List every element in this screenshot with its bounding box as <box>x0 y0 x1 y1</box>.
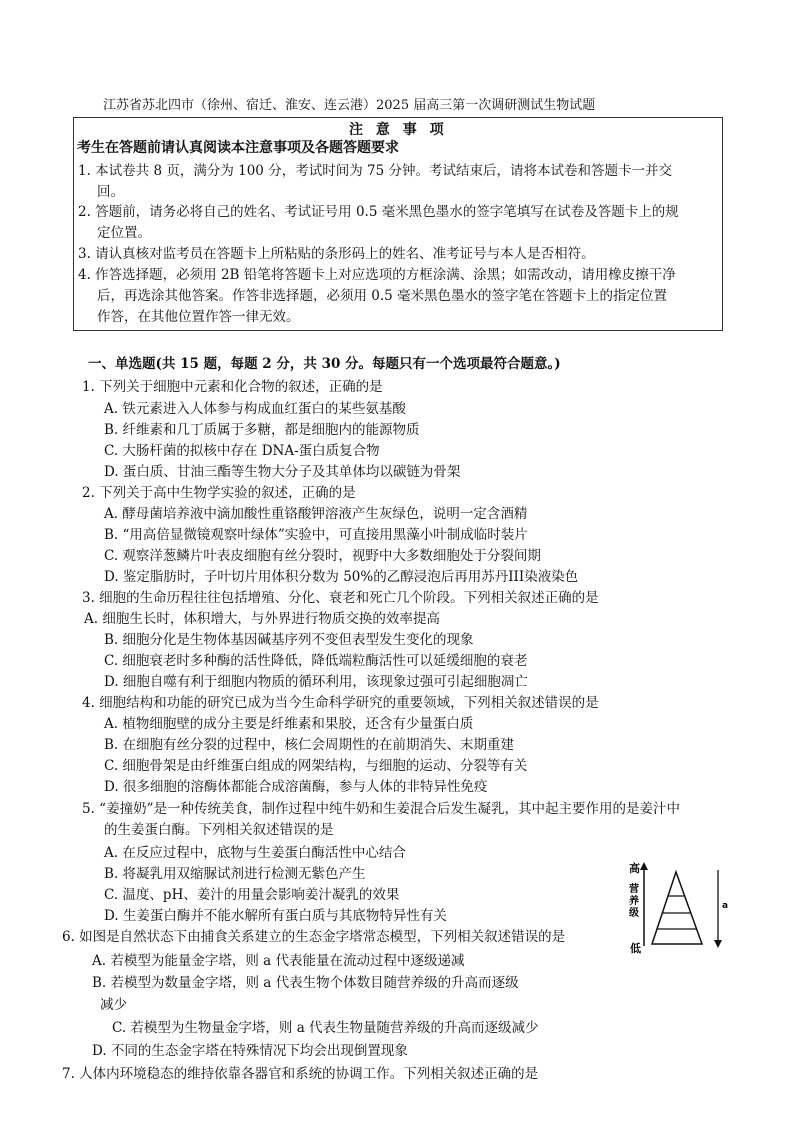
question-option: B. 纤维素和几丁质属于多糖，都是细胞内的能源物质 <box>104 422 420 438</box>
notice-subheading: 考生在答题前请认真阅读本注意事项及各题答题要求 <box>77 140 399 156</box>
notice-item-1-cont: 回。 <box>97 184 124 200</box>
ecological-pyramid-diagram <box>618 858 738 958</box>
label-a: a <box>722 901 729 911</box>
label-axis-2: 养 <box>629 896 639 907</box>
arrow-down-icon <box>714 940 722 948</box>
question-stem: 1. 下列关于细胞中元素和化合物的叙述，正确的是 <box>82 379 383 395</box>
label-high: 高 <box>629 862 640 875</box>
notice-item-2: 2. 答题前，请务必将自己的姓名、考试证号用 0.5 毫米黑色墨水的签字笔填写在试卷及答题卡上的规 <box>78 204 679 220</box>
question-option: B. “用高倍显微镜观察叶绿体”实验中，可直接用黑藻小叶制成临时装片 <box>104 527 528 543</box>
question-option: A. 酵母菌培养液中滴加酸性重铬酸钾溶液产生灰绿色，说明一定含酒精 <box>104 506 528 522</box>
question-option: D. 不同的生态金字塔在特殊情况下均会出现倒置现象 <box>92 1043 408 1059</box>
question-option: B. 将凝乳用双缩脲试剂进行检测无紫色产生 <box>104 866 366 882</box>
exam-title: 江苏省苏北四市（徐州、宿迁、淮安、连云港）2025 届高三第一次调研测试生物试题 <box>103 98 596 113</box>
arrow-up-icon <box>640 862 648 870</box>
question-option: A. 若模型为能量金字塔，则 a 代表能量在流动过程中逐级递减 <box>92 953 465 969</box>
question-option: C. 细胞骨架是由纤维蛋白组成的网架结构，与细胞的运动、分裂等有关 <box>104 758 528 774</box>
question-option: C. 大肠杆菌的拟核中存在 DNA-蛋白质复合物 <box>104 443 380 459</box>
question-option: D. 蛋白质、甘油三酯等生物大分子及其单体均以碳链为骨架 <box>104 464 461 480</box>
question-option: B. 在细胞有丝分裂的过程中，核仁会周期性的在前期消失、末期重建 <box>104 737 515 753</box>
question-stem: 5. “姜撞奶”是一种传统美食，制作过程中纯牛奶和生姜混合后发生凝乳，其中起主要作用的是姜汁中 <box>82 801 680 817</box>
notice-heading: 注 意 事 项 <box>349 122 448 138</box>
question-option: C. 温度、pH、姜汁的用量会影响姜汁凝乳的效果 <box>104 887 400 903</box>
notice-item-1: 1. 本试卷共 8 页，满分为 100 分，考试时间为 75 分钟。考试结束后，请将本试卷和答题卡一并交 <box>78 163 672 179</box>
question-option: D. 鉴定脂肪时，子叶切片用体积分数为 50%的乙醇浸泡后再用苏丹III染液染色 <box>104 569 579 585</box>
question-option: B. 细胞分化是生物体基因碱基序列不变但表型发生变化的现象 <box>104 632 474 648</box>
question-option: C. 观察洋葱鳞片叶表皮细胞有丝分裂时，视野中大多数细胞处于分裂间期 <box>104 548 541 564</box>
question-option: A. 在反应过程中，底物与生姜蛋白酶活性中心结合 <box>104 845 406 861</box>
notice-item-2-cont: 定位置。 <box>97 225 151 241</box>
question-stem: 4. 细胞结构和功能的研究已成为当今生命科学研究的重要领域，下列相关叙述错误的是 <box>82 695 599 711</box>
pyramid-outline <box>652 872 702 944</box>
question-stem-cont: 的生姜蛋白酶。下列相关叙述错误的是 <box>104 822 334 838</box>
question-option: A. 铁元素进入人体参与构成血红蛋白的某些氨基酸 <box>104 401 406 417</box>
question-option: B. 若模型为数量金字塔，则 a 代表生物个体数目随营养级的升高而逐级 <box>92 975 519 991</box>
question-option: D. 生姜蛋白酶并不能水解所有蛋白质与其底物特异性有关 <box>104 908 447 924</box>
question-stem: 2. 下列关于高中生物学实验的叙述，正确的是 <box>82 485 356 501</box>
label-axis-1: 营 <box>629 884 639 895</box>
notice-item-4-cont2: 作答，在其他位置作答一律无效。 <box>97 309 300 325</box>
label-low: 低 <box>630 942 641 955</box>
question-option-cont: 减少 <box>100 997 127 1013</box>
question-stem: 6. 如图是自然状态下由捕食关系建立的生态金字塔常态模型，下列相关叙述错误的是 <box>62 929 566 945</box>
notice-item-4: 4. 作答选择题，必须用 2B 铅笔将答题卡上对应选项的方框涂满、涂黑；如需改动，请用橡皮擦干净 <box>78 267 676 283</box>
question-option: D. 细胞自噬有利于细胞内物质的循环利用，该现象过强可引起细胞凋亡 <box>104 674 528 690</box>
question-option: C. 若模型为生物量金字塔，则 a 代表生物量随营养级的升高而逐级减少 <box>112 1020 539 1036</box>
label-axis-3: 级 <box>629 908 639 919</box>
section-heading: 一、单选题(共 15 题，每题 2 分，共 30 分。每题只有一个选项最符合题意。) <box>88 356 561 372</box>
question-option: A. 细胞生长时，体积增大，与外界进行物质交换的效率提高 <box>84 611 440 627</box>
notice-item-4-cont: 后，再选涂其他答案。作答非选择题，必须用 0.5 毫米黑色墨水的签字笔在答题卡上的指定位置 <box>97 288 668 304</box>
question-stem: 3. 细胞的生命历程往往包括增殖、分化、衰老和死亡几个阶段。下列相关叙述正确的是 <box>82 590 599 606</box>
question-option: A. 植物细胞壁的成分主要是纤维素和果胶，还含有少量蛋白质 <box>104 716 474 732</box>
question-option: D. 很多细胞的溶酶体都能合成溶菌酶，参与人体的非特异性免疫 <box>104 779 488 795</box>
notice-item-3: 3. 请认真核对监考员在答题卡上所粘贴的条形码上的姓名、准考证号与本人是否相符。 <box>78 246 595 262</box>
question-option: C. 细胞衰老时多种酶的活性降低，降低端粒酶活性可以延缓细胞的衰老 <box>104 653 528 669</box>
question-stem: 7. 人体内环境稳态的维持依靠各器官和系统的协调工作。下列相关叙述正确的是 <box>62 1066 539 1082</box>
